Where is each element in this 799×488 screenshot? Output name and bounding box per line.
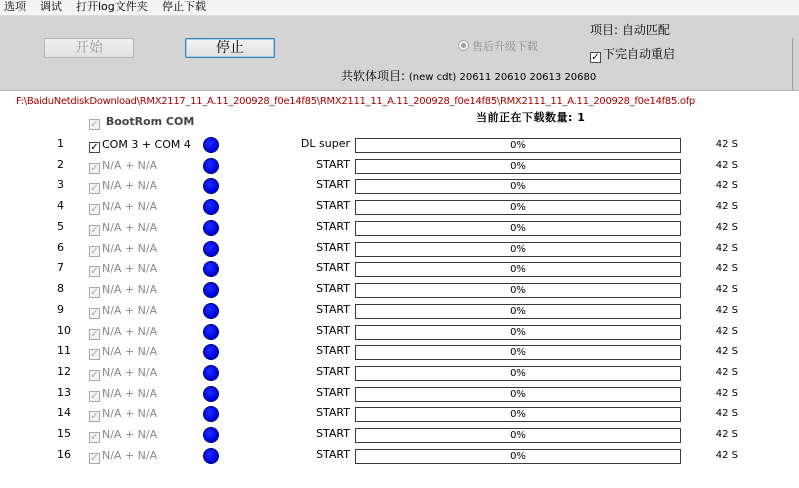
row-number: 16 — [57, 448, 71, 461]
status-indicator-icon — [203, 282, 219, 298]
row-time: 42 S — [715, 326, 738, 337]
row-status: START — [316, 220, 350, 233]
status-indicator-icon — [203, 220, 219, 236]
port-checkbox[interactable] — [89, 325, 157, 340]
progress-bar — [355, 179, 681, 194]
status-indicator-icon — [203, 199, 219, 215]
checkmark-icon: ✓ — [90, 349, 99, 360]
row-number: 14 — [57, 406, 71, 419]
row-status: START — [316, 427, 350, 440]
progress-text: 0% — [510, 140, 526, 151]
port-checkbox[interactable] — [89, 200, 157, 215]
checkmark-icon: ✓ — [90, 411, 99, 422]
download-count: 当前正在下载数量: 1 — [476, 111, 586, 124]
checkmark-icon: ✓ — [90, 204, 99, 215]
port-checkbox[interactable] — [89, 449, 157, 464]
device-row — [0, 324, 799, 344]
status-indicator-icon — [203, 427, 219, 443]
common-project-label: 共软体项目: — [341, 69, 406, 83]
firmware-file-path: F:\BaiduNetdiskDownload\RMX2117_11_A.11_200928_f0e14f85\RMX2111_11_A.11_200928_f0e14f85\RMX2111_11_A.11_200928_f0e14f85.ofp — [16, 96, 695, 107]
device-row — [0, 137, 799, 157]
device-row — [0, 427, 799, 447]
progress-text: 0% — [510, 285, 526, 296]
progress-bar — [355, 283, 681, 298]
port-label: N/A + N/A — [102, 428, 158, 441]
port-label: N/A + N/A — [102, 200, 158, 213]
device-row — [0, 303, 799, 323]
checkmark-icon: ✓ — [90, 287, 99, 298]
status-indicator-icon — [203, 406, 219, 422]
progress-bar — [355, 345, 681, 360]
row-time: 42 S — [715, 222, 738, 233]
row-status: START — [316, 448, 350, 461]
port-label: N/A + N/A — [102, 304, 158, 317]
progress-text: 0% — [510, 327, 526, 338]
row-status: START — [316, 199, 350, 212]
checkmark-icon: ✓ — [591, 52, 600, 63]
row-time: 42 S — [715, 346, 738, 357]
progress-text: 0% — [510, 389, 526, 400]
status-indicator-icon — [203, 178, 219, 194]
status-indicator-icon — [203, 448, 219, 464]
progress-bar — [355, 242, 681, 257]
row-number: 1 — [57, 137, 64, 150]
row-number: 15 — [57, 427, 71, 440]
row-number: 6 — [57, 241, 64, 254]
menu-options[interactable]: 选项 — [4, 0, 26, 13]
device-row — [0, 344, 799, 364]
port-checkbox[interactable] — [89, 221, 157, 236]
bootrom-com-label: BootRom COM — [105, 115, 195, 128]
port-checkbox[interactable] — [89, 345, 157, 360]
stop-button[interactable]: 停止 — [185, 38, 275, 58]
row-status: START — [316, 261, 350, 274]
port-checkbox[interactable] — [89, 428, 157, 443]
bootrom-com-checkbox[interactable] — [89, 115, 194, 130]
row-number: 5 — [57, 220, 64, 233]
progress-text: 0% — [510, 451, 526, 462]
port-checkbox[interactable] — [89, 179, 157, 194]
port-label: N/A + N/A — [102, 387, 158, 400]
progress-bar — [355, 221, 681, 236]
status-indicator-icon — [203, 344, 219, 360]
row-time: 42 S — [715, 243, 738, 254]
row-time: 42 S — [715, 160, 738, 171]
row-time: 42 S — [715, 139, 738, 150]
row-status: DL super — [300, 137, 350, 150]
row-time: 42 S — [715, 305, 738, 316]
row-time: 42 S — [715, 450, 738, 461]
checkmark-icon: ✓ — [90, 163, 99, 174]
checkmark-icon: ✓ — [90, 432, 99, 443]
status-indicator-icon — [203, 386, 219, 402]
divider — [792, 38, 793, 90]
common-project-value: (new cdt) 20611 20610 20613 20680 — [408, 72, 597, 83]
status-indicator-icon — [203, 261, 219, 277]
port-checkbox[interactable] — [89, 242, 157, 257]
port-label: N/A + N/A — [102, 179, 158, 192]
device-row — [0, 261, 799, 281]
row-time: 42 S — [715, 429, 738, 440]
row-status: START — [316, 178, 350, 191]
progress-bar — [355, 366, 681, 381]
device-row — [0, 178, 799, 198]
progress-bar — [355, 387, 681, 402]
row-number: 2 — [57, 158, 64, 171]
checkmark-icon: ✓ — [90, 391, 99, 402]
row-number: 9 — [57, 303, 64, 316]
checkmark-icon: ✓ — [90, 225, 99, 236]
radio-icon — [458, 40, 469, 51]
status-indicator-icon — [203, 365, 219, 381]
device-row — [0, 406, 799, 426]
port-label: N/A + N/A — [102, 221, 158, 234]
progress-bar — [355, 304, 681, 319]
port-checkbox[interactable] — [89, 138, 191, 153]
port-label: N/A + N/A — [102, 283, 158, 296]
row-status: START — [316, 282, 350, 295]
row-status: START — [316, 324, 350, 337]
row-status: START — [316, 365, 350, 378]
project-label: 项目: 自动匹配 — [590, 23, 670, 37]
device-row — [0, 448, 799, 468]
port-label: N/A + N/A — [102, 449, 158, 462]
progress-text: 0% — [510, 264, 526, 275]
device-row — [0, 282, 799, 302]
progress-text: 0% — [510, 202, 526, 213]
row-status: START — [316, 158, 350, 171]
start-button[interactable]: 开始 — [44, 38, 134, 58]
device-row — [0, 199, 799, 219]
row-number: 10 — [57, 324, 71, 337]
port-label: N/A + N/A — [102, 262, 158, 275]
progress-text: 0% — [510, 244, 526, 255]
auto-restart-label: 下完自动重启 — [603, 47, 676, 61]
port-label: N/A + N/A — [102, 407, 158, 420]
checkmark-icon: ✓ — [90, 370, 99, 381]
row-time: 42 S — [715, 263, 738, 274]
row-status: START — [316, 386, 350, 399]
checkmark-icon: ✓ — [90, 266, 99, 277]
row-number: 8 — [57, 282, 64, 295]
row-time: 42 S — [715, 284, 738, 295]
progress-bar — [355, 138, 681, 153]
row-number: 11 — [57, 344, 71, 357]
row-number: 3 — [57, 178, 64, 191]
progress-bar — [355, 262, 681, 277]
progress-text: 0% — [510, 181, 526, 192]
port-checkbox[interactable] — [89, 304, 157, 319]
status-indicator-icon — [203, 158, 219, 174]
checkmark-icon: ✓ — [90, 246, 99, 257]
progress-text: 0% — [510, 409, 526, 420]
progress-bar — [355, 449, 681, 464]
checkmark-icon: ✓ — [90, 329, 99, 340]
status-indicator-icon — [203, 137, 219, 153]
progress-text: 0% — [510, 368, 526, 379]
device-row — [0, 158, 799, 178]
progress-bar — [355, 407, 681, 422]
checkmark-icon: ✓ — [90, 183, 99, 194]
device-row — [0, 241, 799, 261]
checkmark-icon: ✓ — [90, 142, 99, 153]
progress-text: 0% — [510, 161, 526, 172]
port-checkbox[interactable] — [89, 366, 157, 381]
progress-bar — [355, 428, 681, 443]
port-checkbox[interactable] — [89, 283, 157, 298]
row-time: 42 S — [715, 180, 738, 191]
port-checkbox[interactable] — [89, 407, 157, 422]
row-status: START — [316, 303, 350, 316]
row-number: 4 — [57, 199, 64, 212]
port-label: N/A + N/A — [102, 345, 158, 358]
after-sale-label: 售后升级下载 — [472, 40, 538, 53]
status-indicator-icon — [203, 324, 219, 340]
common-project — [341, 69, 596, 85]
row-time: 42 S — [715, 408, 738, 419]
row-status: START — [316, 406, 350, 419]
progress-text: 0% — [510, 347, 526, 358]
checkmark-icon: ✓ — [90, 453, 99, 464]
port-checkbox[interactable] — [89, 262, 157, 277]
port-label: N/A + N/A — [102, 159, 158, 172]
progress-bar — [355, 159, 681, 174]
status-indicator-icon — [203, 303, 219, 319]
after-sale-radio[interactable] — [458, 40, 538, 54]
device-row — [0, 386, 799, 406]
row-time: 42 S — [715, 201, 738, 212]
progress-text: 0% — [510, 430, 526, 441]
port-label: N/A + N/A — [102, 325, 158, 338]
auto-restart-checkbox[interactable] — [590, 47, 675, 63]
menu-stop-download[interactable]: 停止下载 — [162, 0, 206, 13]
row-status: START — [316, 344, 350, 357]
port-label: COM 3 + COM 4 — [102, 138, 191, 151]
port-label: N/A + N/A — [102, 366, 158, 379]
row-time: 42 S — [715, 367, 738, 378]
control-panel — [0, 16, 799, 91]
device-row — [0, 365, 799, 385]
port-checkbox[interactable] — [89, 159, 157, 174]
checkmark-icon: ✓ — [90, 119, 99, 130]
checkmark-icon: ✓ — [90, 308, 99, 319]
menu-open-log[interactable]: 打开log文件夹 — [76, 0, 148, 13]
row-status: START — [316, 241, 350, 254]
status-indicator-icon — [203, 241, 219, 257]
progress-bar — [355, 325, 681, 340]
row-time: 42 S — [715, 388, 738, 399]
port-label: N/A + N/A — [102, 242, 158, 255]
port-checkbox[interactable] — [89, 387, 157, 402]
row-number: 13 — [57, 386, 71, 399]
progress-text: 0% — [510, 306, 526, 317]
row-number: 12 — [57, 365, 71, 378]
progress-bar — [355, 200, 681, 215]
progress-text: 0% — [510, 223, 526, 234]
device-row — [0, 220, 799, 240]
menu-debug[interactable]: 调试 — [40, 0, 62, 13]
row-number: 7 — [57, 261, 64, 274]
menu-bar — [0, 0, 799, 16]
